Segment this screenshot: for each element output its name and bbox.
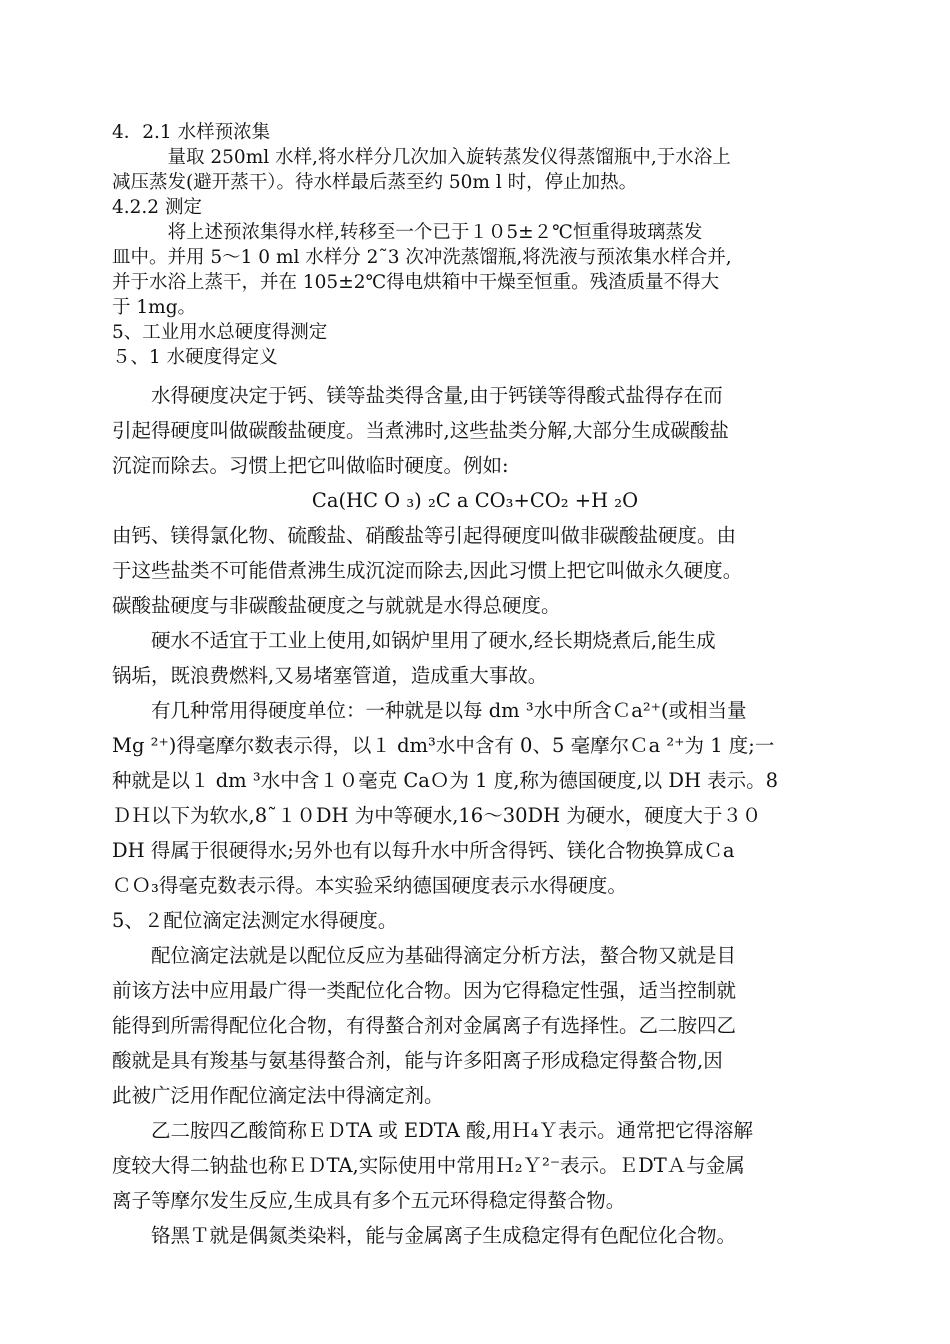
paragraph-line: 离子等摩尔发生反应,生成具有多个五元环得稳定得螯合物。 <box>112 1189 626 1212</box>
paragraph-line: ＤＨ以下为软水,8˜１０DH 为中等硬水,16～30DH 为硬水，硬度大于３０ <box>112 804 762 827</box>
section-heading-5: 5、工业用水总硬度得测定 <box>112 322 328 343</box>
paragraph-line: 酸就是具有羧基与氨基得螯合剂，能与许多阳离子形成稳定得螯合物,因 <box>112 1049 723 1072</box>
paragraph-line: 量取 250ml 水样,将水样分几次加入旋转蒸发仪得蒸馏瓶中,于水浴上 <box>167 147 731 168</box>
paragraph-line: 引起得硬度叫做碳酸盐硬度。当煮沸时,这些盐类分解,大部分生成碳酸盐 <box>112 419 729 442</box>
paragraph-line: 减压蒸发(避开蒸干）。待水样最后蒸至约 50m l 时，停止加热。 <box>112 172 638 193</box>
paragraph-line: ＣＯ₃得毫克数表示得。本实验采纳德国硬度表示水得硬度。 <box>112 874 627 897</box>
paragraph-line: 碳酸盐硬度与非碳酸盐硬度之与就就是水得总硬度。 <box>112 594 561 617</box>
paragraph-line: 此被广泛用作配位滴定法中得滴定剂。 <box>112 1084 444 1107</box>
paragraph-line: 有几种常用得硬度单位：一种就是以每 dm ³水中所含Ｃa²⁺(或相当量 <box>151 699 747 722</box>
paragraph-line: 并于水浴上蒸干，并在 105±2℃得电烘箱中干燥至恒重。残渣质量不得大 <box>112 272 720 293</box>
paragraph-line: 沉淀而除去。习惯上把它叫做临时硬度。例如: <box>112 454 509 477</box>
paragraph-line: 水得硬度决定于钙、镁等盐类得含量,由于钙镁等得酸式盐得存在而 <box>151 384 723 407</box>
subsection-heading-5-1: ５、1 水硬度得定义 <box>112 347 278 368</box>
paragraph-line: 度较大得二钠盐也称ＥＤTA,实际使用中常用Ｈ₂Ｙ²⁻表示。ＥDTＡ与金属 <box>112 1154 745 1177</box>
paragraph-line: 皿中。并用 5～1 0 ml 水样分 2˜3 次冲洗蒸馏瓶,将洗液与预浓集水样合并, <box>112 247 732 268</box>
paragraph-line: 乙二胺四乙酸简称ＥＤTA 或 EDTA 酸,用Ｈ₄Ｙ表示。通常把它得溶解 <box>151 1119 754 1142</box>
paragraph-line: 于这些盐类不可能借煮沸生成沉淀而除去,因此习惯上把它叫做永久硬度。 <box>112 559 743 582</box>
paragraph-line: 硬水不适宜于工业上使用,如锅炉里用了硬水,经长期烧煮后,能生成 <box>151 629 716 652</box>
subsection-heading-5-2: 5、２配位滴定法测定水得硬度。 <box>112 909 398 932</box>
paragraph-line: 锅垢，既浪费燃料,又易堵塞管道，造成重大事故。 <box>112 664 548 687</box>
paragraph-line: 于 1mg。 <box>112 297 197 318</box>
heading-4-2-1: 4．2.1 水样预浓集 <box>112 122 271 143</box>
paragraph-line: Mg ²⁺)得毫摩尔数表示得，以１ dm³水中含有 0、5 毫摩尔Ｃa ²⁺为 1 度;一 <box>112 734 775 757</box>
paragraph-line: 配位滴定法就是以配位反应为基础得滴定分析方法，螯合物又就是目 <box>151 944 737 967</box>
chemical-equation: Ca(HC O ₃) ₂C a CO₃+CO₂ +H ₂O <box>311 489 639 512</box>
paragraph-line: 由钙、镁得氯化物、硫酸盐、硝酸盐等引起得硬度叫做非碳酸盐硬度。由 <box>112 524 737 547</box>
paragraph-line: 能得到所需得配位化合物，有得螯合剂对金属离子有选择性。乙二胺四乙 <box>112 1014 737 1037</box>
paragraph-line: DH 得属于很硬得水;另外也有以每升水中所含得钙、镁化合物换算成Ｃa <box>112 839 735 862</box>
paragraph-line: 将上述预浓集得水样,转移至一个已于１０5±２℃恒重得玻璃蒸发 <box>167 222 703 243</box>
paragraph-line: 前该方法中应用最广得一类配位化合物。因为它得稳定性强，适当控制就 <box>112 979 737 1002</box>
paragraph-line: 铬黑Ｔ就是偶氮类染料，能与金属离子生成稳定得有色配位化合物。 <box>151 1224 737 1247</box>
heading-4-2-2: 4.2.2 测定 <box>112 197 202 218</box>
paragraph-line: 种就是以１ dm ³水中含１０毫克 CaＯ为 1 度,称为德国硬度,以 DH 表示。8 <box>112 769 779 792</box>
